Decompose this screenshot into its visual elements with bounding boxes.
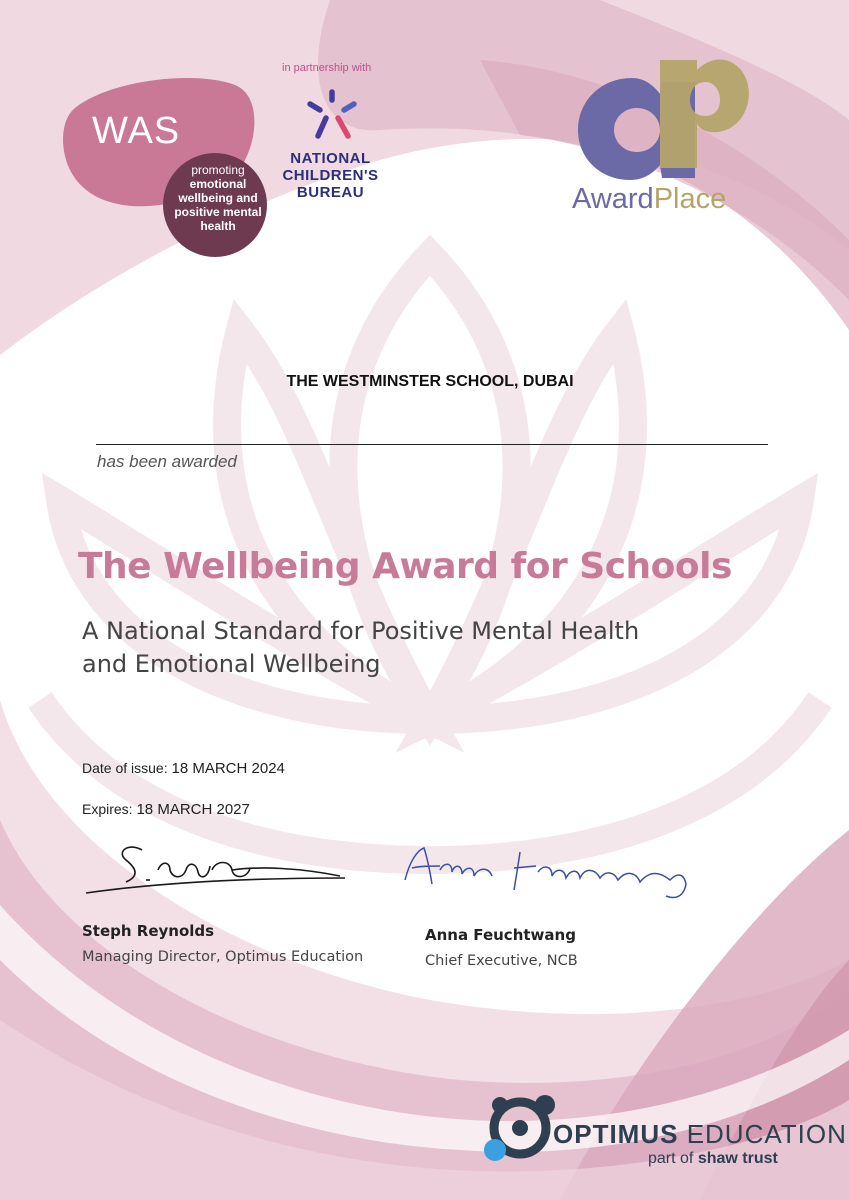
was-logo-acronym: WAS xyxy=(92,110,181,152)
awarded-text: has been awarded xyxy=(97,452,237,471)
awardplace-part2: Place xyxy=(653,183,727,215)
shaw-trust-text: shaw trust xyxy=(697,1150,778,1167)
award-subtitle-line2: and Emotional Wellbeing xyxy=(82,650,381,678)
award-subtitle xyxy=(82,615,682,681)
optimus-bold: OPTIMUS xyxy=(553,1119,679,1149)
ncb-line3: BUREAU xyxy=(296,184,365,201)
shaw-trust-line xyxy=(648,1150,778,1168)
signatory-role-2: Chief Executive, NCB xyxy=(425,953,578,969)
expiry-date xyxy=(82,801,250,818)
signatory-name-2: Anna Feuchtwang xyxy=(425,926,576,944)
ncb-logo-text xyxy=(268,150,393,201)
name-underline xyxy=(96,444,768,445)
ncb-line1: NATIONAL xyxy=(290,150,371,167)
partnership-label: in partnership with xyxy=(282,62,372,74)
signatory-role-1: Managing Director, Optimus Education xyxy=(82,949,364,965)
school-name: THE WESTMINSTER SCHOOL, DUBAI xyxy=(286,373,574,390)
awardplace-wordmark xyxy=(572,183,726,216)
signatory-name-1: Steph Reynolds xyxy=(82,922,215,940)
date-of-issue-value: 18 MARCH 2024 xyxy=(171,760,285,777)
expires-label: Expires: xyxy=(82,801,133,817)
date-of-issue-label: Date of issue: xyxy=(82,760,168,776)
date-of-issue xyxy=(82,760,285,777)
part-of-text: part of xyxy=(648,1150,694,1167)
award-subtitle-line1: A National Standard for Positive Mental Health xyxy=(82,617,640,645)
awardplace-part1: Award xyxy=(572,183,654,215)
ncb-line2: CHILDREN'S xyxy=(282,167,379,184)
optimus-wordmark xyxy=(553,1119,847,1150)
award-title: The Wellbeing Award for Schools xyxy=(78,546,732,587)
expires-value: 18 MARCH 2027 xyxy=(136,801,250,818)
was-logo-tagline xyxy=(168,163,268,233)
optimus-rest: EDUCATION xyxy=(686,1119,847,1149)
was-tagline-first: promoting xyxy=(191,163,245,177)
was-tagline-rest: emotional wellbeing and positive mental health xyxy=(174,177,262,233)
